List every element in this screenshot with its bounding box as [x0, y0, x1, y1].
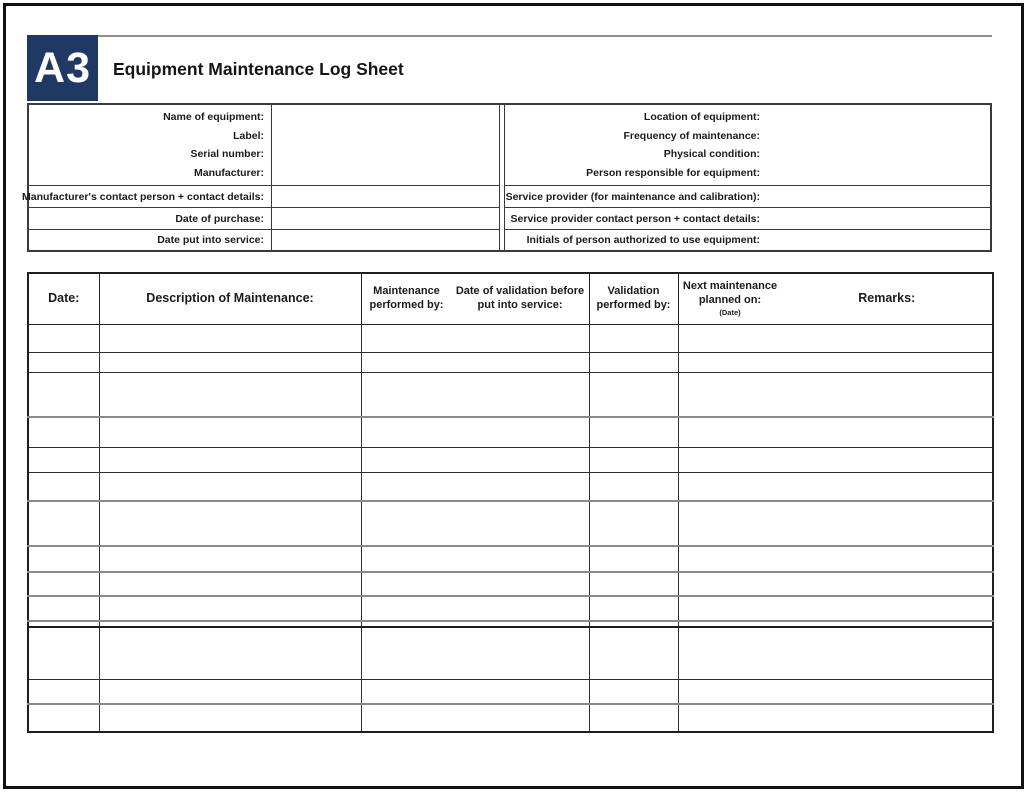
log-cell-validation_by[interactable] — [589, 627, 678, 679]
log-header-row — [28, 273, 993, 324]
log-row — [28, 704, 993, 732]
value-date-of-purchase[interactable] — [272, 207, 499, 229]
log-cell-remarks[interactable] — [678, 679, 993, 704]
equipment-info-form — [21, 103, 992, 252]
log-cell-validation_by[interactable] — [589, 447, 678, 472]
log-cell-remarks[interactable] — [678, 352, 993, 372]
log-cell-date[interactable] — [28, 704, 99, 732]
log-cell-description[interactable] — [99, 352, 361, 372]
log-cell-description[interactable] — [99, 372, 361, 417]
label-date-put-into-service: Date put into service: — [29, 229, 271, 250]
log-cell-validation_by[interactable] — [589, 596, 678, 621]
log-row — [28, 679, 993, 704]
log-cell-validation_by[interactable] — [589, 417, 678, 447]
log-cell-description[interactable] — [99, 501, 361, 546]
value-date-put-into-service[interactable] — [272, 229, 499, 250]
info-right-column — [505, 105, 990, 250]
log-cell-description[interactable] — [99, 596, 361, 621]
log-cell-date[interactable] — [28, 447, 99, 472]
label-label: Label: — [233, 129, 264, 142]
log-cell-date[interactable] — [28, 546, 99, 572]
value-equipment-identity[interactable] — [272, 105, 499, 185]
header-next-maintenance-note: (Date) — [719, 308, 741, 318]
log-cell-date[interactable] — [28, 679, 99, 704]
log-cell-description[interactable] — [99, 417, 361, 447]
label-manufacturer-contact: Manufacturer's contact person + contact details: — [29, 185, 271, 207]
log-cell-validation_by[interactable] — [589, 572, 678, 596]
label-manufacturer: Manufacturer: — [193, 166, 264, 179]
label-date-of-purchase: Date of purchase: — [29, 207, 271, 229]
maintenance-log-table — [27, 272, 992, 733]
log-cell-validation_by[interactable] — [589, 704, 678, 732]
log-cell-remarks[interactable] — [678, 417, 993, 447]
log-row — [28, 546, 993, 572]
header-date-of-validation: Date of validation before put into service: — [455, 285, 585, 311]
log-cell-description[interactable] — [99, 679, 361, 704]
log-cell-date[interactable] — [28, 372, 99, 417]
log-cell-validation_by[interactable] — [589, 372, 678, 417]
header-maintenance-performed-by: Maintenance performed by: — [369, 285, 444, 311]
log-cell-date[interactable] — [28, 324, 99, 352]
page-code-badge: A3 — [27, 35, 98, 101]
log-cell-maintenance[interactable] — [361, 679, 589, 704]
log-cell-description[interactable] — [99, 627, 361, 679]
log-row — [28, 501, 993, 546]
log-cell-date[interactable] — [28, 472, 99, 501]
info-right-group-labels — [505, 105, 990, 185]
log-cell-maintenance[interactable] — [361, 447, 589, 472]
log-cell-description[interactable] — [99, 324, 361, 352]
log-cell-date[interactable] — [28, 352, 99, 372]
log-cell-validation_by[interactable] — [589, 324, 678, 352]
log-row — [28, 372, 993, 417]
label-service-provider-contact: Service provider contact person + contact details: — [505, 207, 990, 229]
log-cell-date[interactable] — [28, 572, 99, 596]
label-frequency-of-maintenance: Frequency of maintenance: — [623, 129, 760, 142]
log-cell-maintenance[interactable] — [361, 472, 589, 501]
log-cell-maintenance[interactable] — [361, 596, 589, 621]
log-cell-maintenance[interactable] — [361, 546, 589, 572]
log-cell-validation_by[interactable] — [589, 546, 678, 572]
log-cell-validation_by[interactable] — [589, 472, 678, 501]
log-cell-remarks[interactable] — [678, 572, 993, 596]
page-title: Equipment Maintenance Log Sheet — [113, 59, 404, 79]
log-row — [28, 572, 993, 596]
log-cell-remarks[interactable] — [678, 447, 993, 472]
log-cell-remarks[interactable] — [678, 372, 993, 417]
log-cell-remarks[interactable] — [678, 501, 993, 546]
header-remarks: Remarks: — [858, 290, 916, 305]
log-cell-description[interactable] — [99, 546, 361, 572]
log-cell-maintenance[interactable] — [361, 352, 589, 372]
log-cell-maintenance[interactable] — [361, 627, 589, 679]
info-left-value-column — [272, 105, 499, 250]
log-cell-maintenance[interactable] — [361, 704, 589, 732]
document-header — [27, 35, 992, 102]
log-cell-validation_by[interactable] — [589, 501, 678, 546]
log-row — [28, 472, 993, 501]
header-description: Description of Maintenance: — [99, 273, 361, 324]
log-cell-validation_by[interactable] — [589, 352, 678, 372]
log-cell-maintenance[interactable] — [361, 572, 589, 596]
log-cell-maintenance[interactable] — [361, 324, 589, 352]
log-cell-date[interactable] — [28, 417, 99, 447]
label-serial-number: Serial number: — [190, 148, 264, 161]
log-cell-description[interactable] — [99, 572, 361, 596]
log-row — [28, 352, 993, 372]
log-cell-remarks[interactable] — [678, 627, 993, 679]
value-manufacturer-contact[interactable] — [272, 185, 499, 207]
label-service-provider: Service provider (for maintenance and calibration): — [505, 185, 990, 207]
log-row — [28, 447, 993, 472]
log-cell-remarks[interactable] — [678, 324, 993, 352]
log-cell-description[interactable] — [99, 472, 361, 501]
log-cell-maintenance[interactable] — [361, 501, 589, 546]
log-cell-description[interactable] — [99, 704, 361, 732]
log-cell-maintenance[interactable] — [361, 372, 589, 417]
info-left-label-column — [21, 105, 272, 250]
log-cell-validation_by[interactable] — [589, 679, 678, 704]
label-name-of-equipment: Name of equipment: — [163, 111, 264, 124]
log-cell-remarks[interactable] — [678, 546, 993, 572]
log-cell-maintenance[interactable] — [361, 417, 589, 447]
log-table-body — [28, 324, 993, 732]
log-cell-date[interactable] — [28, 627, 99, 679]
header-validation-performed-by: Validation performed by: — [589, 273, 678, 324]
header-next-remarks — [678, 273, 993, 324]
header-next-maintenance: Next maintenance planned on: (Date) — [682, 279, 778, 318]
log-row — [28, 596, 993, 621]
log-cell-date[interactable] — [28, 501, 99, 546]
label-initials-authorized: Initials of person authorized to use equipment: — [505, 229, 990, 250]
log-cell-date[interactable] — [28, 596, 99, 621]
header-maintenance-validation — [361, 273, 589, 324]
log-row — [28, 324, 993, 352]
log-row — [28, 627, 993, 679]
log-cell-remarks[interactable] — [678, 472, 993, 501]
log-cell-remarks[interactable] — [678, 596, 993, 621]
label-physical-condition: Physical condition: — [663, 148, 760, 161]
label-person-responsible: Person responsible for equipment: — [586, 166, 760, 179]
header-date: Date: — [28, 273, 99, 324]
label-location-of-equipment: Location of equipment: — [643, 111, 760, 124]
info-left-group-labels — [29, 105, 271, 185]
log-row — [28, 417, 993, 447]
log-cell-remarks[interactable] — [678, 704, 993, 732]
log-cell-description[interactable] — [99, 447, 361, 472]
